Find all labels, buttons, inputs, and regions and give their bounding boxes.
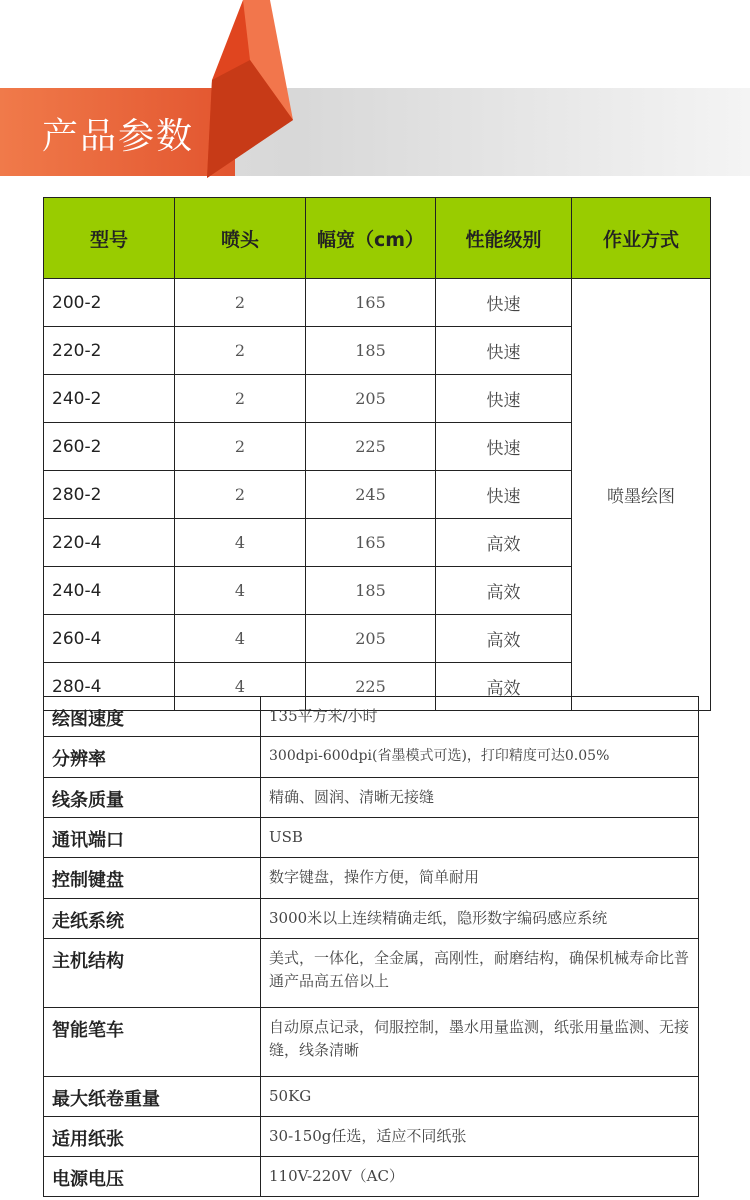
spec-label: 控制键盘	[44, 858, 261, 899]
spec-table	[43, 696, 699, 1197]
level-cell: 快速	[436, 279, 572, 327]
spec-row	[44, 818, 699, 858]
spec-label: 线条质量	[44, 778, 261, 818]
width-cell: 165	[306, 279, 436, 327]
spec-label: 最大纸卷重量	[44, 1077, 261, 1117]
spec-label: 绘图速度	[44, 697, 261, 737]
model-cell: 220-2	[44, 327, 175, 375]
model-cell: 280-4	[44, 663, 175, 711]
spec-value: 50KG	[261, 1077, 699, 1117]
model-cell: 260-4	[44, 615, 175, 663]
table-row	[44, 279, 711, 327]
heads-cell: 2	[175, 279, 306, 327]
spec-row	[44, 697, 699, 737]
spec-value: USB	[261, 818, 699, 858]
width-cell: 205	[306, 375, 436, 423]
spec-value: 精确、圆润、清晰无接缝	[261, 778, 699, 818]
width-cell: 165	[306, 519, 436, 567]
model-cell: 200-2	[44, 279, 175, 327]
heads-cell: 2	[175, 327, 306, 375]
heads-cell: 4	[175, 519, 306, 567]
model-table	[43, 197, 711, 711]
column-header-heads: 喷头	[175, 198, 306, 279]
spec-value: 30-150g任选，适应不同纸张	[261, 1117, 699, 1157]
spec-value: 数字键盘，操作方便，简单耐用	[261, 858, 699, 899]
spec-row	[44, 1077, 699, 1117]
spec-row	[44, 939, 699, 1008]
spec-value: 美式，一体化，全金属，高刚性，耐磨结构，确保机械寿命比普通产品高五倍以上	[261, 939, 699, 1008]
width-cell: 225	[306, 663, 436, 711]
spec-row	[44, 778, 699, 818]
column-header-mode: 作业方式	[572, 198, 711, 279]
spec-label: 分辨率	[44, 737, 261, 778]
heads-cell: 2	[175, 375, 306, 423]
model-cell: 280-2	[44, 471, 175, 519]
spec-value: 自动原点记录，伺服控制，墨水用量监测，纸张用量监测、无接缝，线条清晰	[261, 1008, 699, 1077]
heads-cell: 4	[175, 567, 306, 615]
heads-cell: 4	[175, 615, 306, 663]
level-cell: 快速	[436, 423, 572, 471]
spec-label: 主机结构	[44, 939, 261, 1008]
spec-value: 300dpi-600dpi(省墨模式可选)，打印精度可达0.05%	[261, 737, 699, 778]
width-cell: 225	[306, 423, 436, 471]
model-cell: 260-2	[44, 423, 175, 471]
column-header-level: 性能级别	[436, 198, 572, 279]
spec-label: 适用纸张	[44, 1117, 261, 1157]
heads-cell: 4	[175, 663, 306, 711]
width-cell: 245	[306, 471, 436, 519]
page-title: 产品参数	[42, 116, 195, 157]
mode-cell: 喷墨绘图	[572, 279, 711, 711]
column-header-width: 幅宽（cm）	[306, 198, 436, 279]
model-cell: 240-2	[44, 375, 175, 423]
level-cell: 高效	[436, 663, 572, 711]
heads-cell: 2	[175, 471, 306, 519]
width-cell: 185	[306, 327, 436, 375]
spec-row	[44, 899, 699, 939]
model-cell: 240-4	[44, 567, 175, 615]
model-cell: 220-4	[44, 519, 175, 567]
level-cell: 快速	[436, 327, 572, 375]
spec-label: 电源电压	[44, 1157, 261, 1197]
level-cell: 快速	[436, 471, 572, 519]
spec-row	[44, 1157, 699, 1197]
column-header-model: 型号	[44, 198, 175, 279]
spec-row	[44, 1008, 699, 1077]
spec-label: 智能笔车	[44, 1008, 261, 1077]
spec-label: 通讯端口	[44, 818, 261, 858]
spec-value: 135平方米/小时	[261, 697, 699, 737]
spec-value: 3000米以上连续精确走纸，隐形数字编码感应系统	[261, 899, 699, 939]
level-cell: 高效	[436, 519, 572, 567]
level-cell: 高效	[436, 567, 572, 615]
spec-label: 走纸系统	[44, 899, 261, 939]
spec-row	[44, 858, 699, 899]
level-cell: 快速	[436, 375, 572, 423]
level-cell: 高效	[436, 615, 572, 663]
heads-cell: 2	[175, 423, 306, 471]
spec-row	[44, 1117, 699, 1157]
spec-row	[44, 737, 699, 778]
spec-value: 110V-220V（AC）	[261, 1157, 699, 1197]
width-cell: 185	[306, 567, 436, 615]
width-cell: 205	[306, 615, 436, 663]
